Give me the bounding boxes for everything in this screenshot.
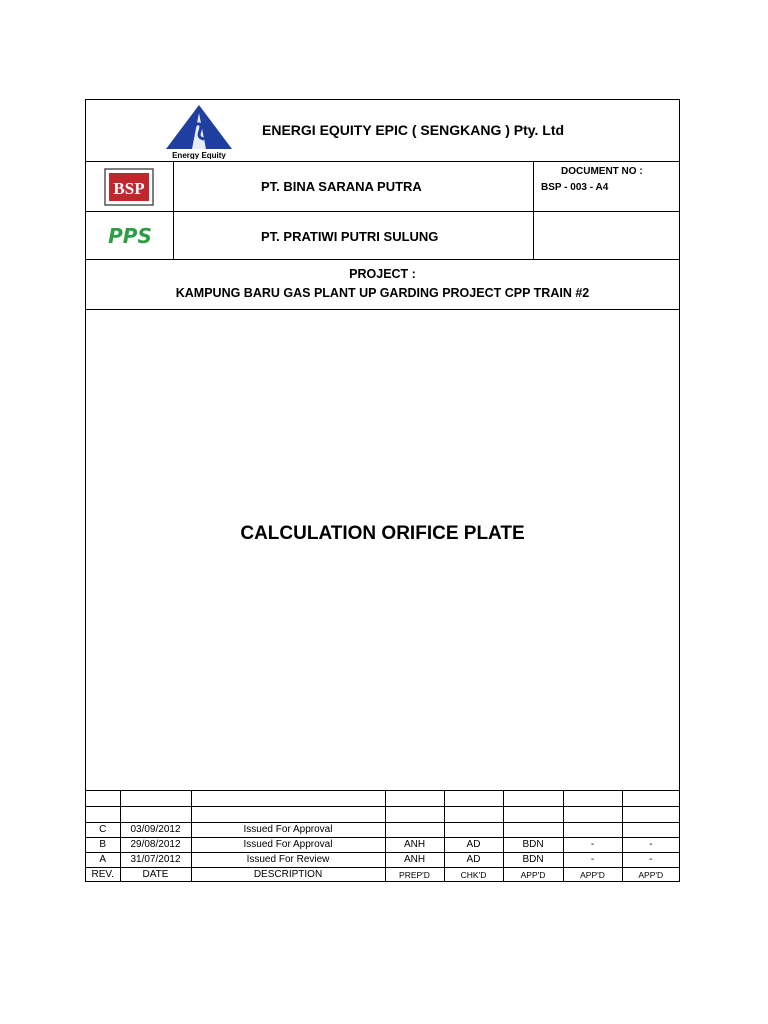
- revision-cell: [444, 791, 503, 807]
- revision-cell: B: [86, 838, 120, 853]
- revision-cell: [385, 791, 444, 807]
- revision-cell: 31/07/2012: [120, 853, 191, 868]
- revision-cell: [563, 807, 622, 823]
- revision-cell: [563, 823, 622, 838]
- revision-cell: -: [622, 838, 679, 853]
- revision-cell: [622, 823, 679, 838]
- revision-cell: BDN: [503, 853, 563, 868]
- revision-cell: AD: [444, 853, 503, 868]
- revision-cell: [120, 807, 191, 823]
- revision-cell: [120, 791, 191, 807]
- revision-cell: -: [563, 838, 622, 853]
- revision-cell: -: [622, 853, 679, 868]
- revision-cell: 03/09/2012: [120, 823, 191, 838]
- revision-cell: BDN: [503, 838, 563, 853]
- revision-cell: Issued For Approval: [191, 838, 385, 853]
- revision-cell: ANH: [385, 853, 444, 868]
- revision-row: [86, 838, 679, 853]
- revision-cell: [563, 791, 622, 807]
- revision-cell: [191, 791, 385, 807]
- project-label: PROJECT :: [349, 267, 416, 281]
- revision-cell: A: [86, 853, 120, 868]
- revision-cell: -: [563, 853, 622, 868]
- revision-cell: Issued For Review: [191, 853, 385, 868]
- revision-header-cell: DATE: [120, 868, 191, 883]
- revision-header-cell: APP'D: [563, 868, 622, 883]
- contractor-bsp-row: [86, 162, 679, 212]
- revision-cell: C: [86, 823, 120, 838]
- revision-header-cell: APP'D: [503, 868, 563, 883]
- revision-cell: [503, 823, 563, 838]
- contractor-pps-row: [86, 212, 679, 260]
- revision-cell: ANH: [385, 838, 444, 853]
- revision-cell: [385, 807, 444, 823]
- revision-header-cell: CHK'D: [444, 868, 503, 883]
- project-name: KAMPUNG BARU GAS PLANT UP GARDING PROJECT CPP TRAIN #2: [175, 286, 590, 300]
- revision-cell: [86, 791, 120, 807]
- document-cover-sheet: [85, 99, 680, 882]
- revision-empty-row: [86, 791, 679, 807]
- revision-row: [86, 853, 679, 868]
- revision-cell: [385, 823, 444, 838]
- revision-header-cell: PREP'D: [385, 868, 444, 883]
- revision-header-row: [86, 868, 679, 883]
- revision-cell: [444, 823, 503, 838]
- revision-cell: [444, 807, 503, 823]
- revision-cell: [191, 807, 385, 823]
- svg-text:BSP: BSP: [113, 179, 145, 198]
- revision-cell: Issued For Approval: [191, 823, 385, 838]
- pps-company-name: PT. PRATIWI PUTRI SULUNG: [261, 229, 439, 244]
- project-row: [86, 260, 679, 310]
- revision-table: [86, 790, 679, 882]
- revision-cell: [622, 791, 679, 807]
- revision-cell: [86, 807, 120, 823]
- energy-equity-logo: [164, 103, 236, 159]
- svg-text:PPS: PPS: [108, 224, 152, 248]
- document-title: CALCULATION ORIFICE PLATE: [240, 523, 525, 544]
- client-company-name: ENERGI EQUITY EPIC ( SENGKANG ) Pty. Ltd: [262, 122, 565, 138]
- document-no-value: BSP - 003 - A4: [541, 182, 609, 193]
- energy-equity-logo-text: Energy Equity: [172, 151, 226, 159]
- pps-logo: [104, 222, 156, 250]
- revision-header-cell: REV.: [86, 868, 120, 883]
- revision-empty-row: [86, 807, 679, 823]
- revision-cell: AD: [444, 838, 503, 853]
- revision-cell: 29/08/2012: [120, 838, 191, 853]
- revision-cell: [622, 807, 679, 823]
- document-no-label: DOCUMENT NO :: [561, 166, 643, 177]
- bsp-company-name: PT. BINA SARANA PUTRA: [261, 179, 422, 194]
- client-header-row: [86, 100, 679, 162]
- revision-cell: [503, 791, 563, 807]
- revision-header-cell: DESCRIPTION: [191, 868, 385, 883]
- revision-cell: [503, 807, 563, 823]
- revision-header-cell: APP'D: [622, 868, 679, 883]
- bsp-logo: [104, 168, 154, 206]
- revision-row: [86, 823, 679, 838]
